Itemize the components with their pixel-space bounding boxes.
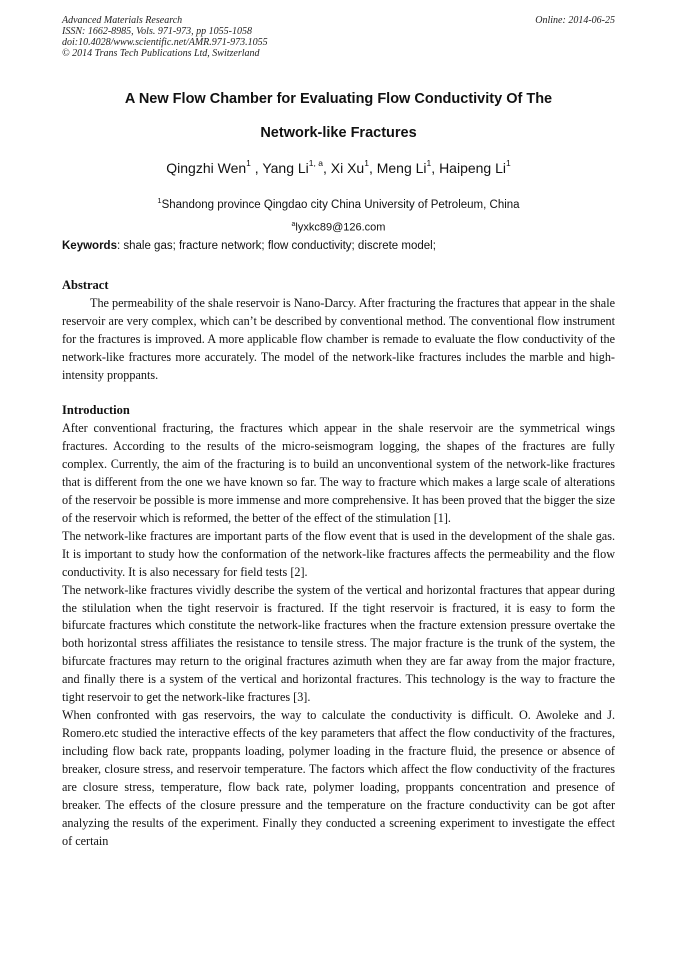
online-date: Online: 2014-06-25 [535, 15, 615, 26]
body-paragraph: The network-like fractures vividly describe the system of the vertical and horizontal fractures that appear during the stilulation when the tight reservoir is fractured. If the tight reservoir is fractured, it is easy to form the bifurcate fractures which constitute the network-like fractures when the fracture extension pressure overtake the both horizontal stress affiliates the resistance to tensile stress. The major fracture is the trunk of the system, the bifurcate fractures may return to the original fractures azimuth when they are far away from the major fracture, and finally there is a system of the vertical and horizontal fractures. This technology is the way to fracture the tight reservoir to get the network-like fractures [3]. [62, 582, 615, 705]
author-affiliation-mark: 1 [506, 158, 511, 168]
journal-copyright: © 2014 Trans Tech Publications Ltd, Switzerland [62, 48, 260, 59]
paper-title-line-1: A New Flow Chamber for Evaluating Flow Conductivity Of The [124, 91, 553, 107]
author-affiliation-mark: 1 [246, 158, 251, 168]
journal-issn: ISSN: 1662-8985, Vols. 971-973, pp 1055-1058 [62, 26, 252, 37]
body-paragraph: The network-like fractures are important parts of the flow event that is used in the development of the shale gas. It is important to study how the conformation of the network-like fractures affects the permeability and the flow conductivity. It is also necessary for field tests [2]. [62, 528, 615, 579]
journal-header [62, 15, 268, 59]
abstract-body [62, 295, 615, 385]
email-mark: a [291, 221, 296, 228]
journal-name: Advanced Materials Research [62, 15, 183, 26]
author-name: Xi Xu [330, 159, 365, 176]
author-name: Meng Li [376, 159, 427, 176]
author: Qingzhi Wen$^1$ , [166, 158, 263, 176]
affiliation-text: Shandong province Qingdao city China University of Petroleum, China [161, 198, 520, 211]
body-paragraph: When confronted with gas reservoirs, the way to calculate the conductivity is difficult. O. Awoleke and J. Romero.etc studied the interactive effects of the key parameters that affect the flow conductivity of the fractures, including flow back rate, proppants loading, polymer loading in the fracture fluid, the presence or absence of breaker, closure stress, and reservoir temperature. The factors which affect the flow conductivity of the fractures are closure stress, temperature, flow back rate, polymer loading, proppants concentration and presence of breaker. The effects of the closure pressure and the temperature on the fracture conductivity can be got after analyzing the results of the experiment. Finally they conducted a screening experiment to investigate the effect of certain [62, 708, 615, 848]
introduction-heading: Introduction [62, 403, 130, 417]
keywords [62, 240, 615, 252]
email-address[interactable]: lyxkc89@126.com [295, 221, 386, 234]
corresponding-email [62, 221, 615, 234]
author-name: Qingzhi Wen [166, 159, 247, 176]
keywords-text: : shale gas; fracture network; flow conductivity; discrete model; [116, 240, 436, 252]
journal-doi: doi:10.4028/www.scientific.net/AMR.971-973.1055 [62, 37, 268, 48]
author-affiliation-mark: 1 [364, 158, 369, 168]
author-list [62, 159, 615, 176]
author: Meng Li$^1$, [376, 158, 440, 176]
author-affiliation-mark: 1 [426, 158, 432, 168]
author: Xi Xu$^1$, [330, 158, 377, 176]
abstract-paragraph: The permeability of the shale reservoir is Nano-Darcy. After fracturing the fractures that appear in the shale reservoir are very complex, which can’t be described by conventional method. The conventional flow instrument for the fractures is improved. A more applicable flow chamber is remade to evaluate the flow conductivity of the network-like fractures more accurately. The model of the network-like fractures includes the marble and high-intensity proppants. [62, 296, 615, 382]
author-name: Yang Li [262, 159, 309, 176]
keywords-label: Keywords [62, 240, 117, 252]
author-name: Haipeng Li [439, 159, 506, 176]
body-paragraph: After conventional fracturing, the fractures which appear in the shale reservoir are the symmetrical wings fractures. According to the results of the micro-seismogram logging, the shapes of the fractures are fully complex. Currently, the aim of the fracturing is to build an unconventional system of the network-like fractures that is different from the one we have known so far. The way to fracture which makes a large scale of alterations of the reservoir be possible is more immense and more comprehensive. It has been proved that the bigger the size of the reservoir which is reformed, the better of the effect of the stimulation [1]. [62, 421, 616, 525]
affiliation-mark: 1 [157, 196, 162, 205]
affiliation [62, 196, 615, 211]
author: Yang Li$^{1, a}$, [262, 158, 331, 176]
paper-title-line-2: Network-like Fractures [260, 125, 417, 141]
introduction-body [62, 420, 615, 851]
abstract-heading: Abstract [62, 278, 109, 292]
author [439, 160, 511, 176]
author-affiliation-mark: 1, a [308, 158, 323, 168]
